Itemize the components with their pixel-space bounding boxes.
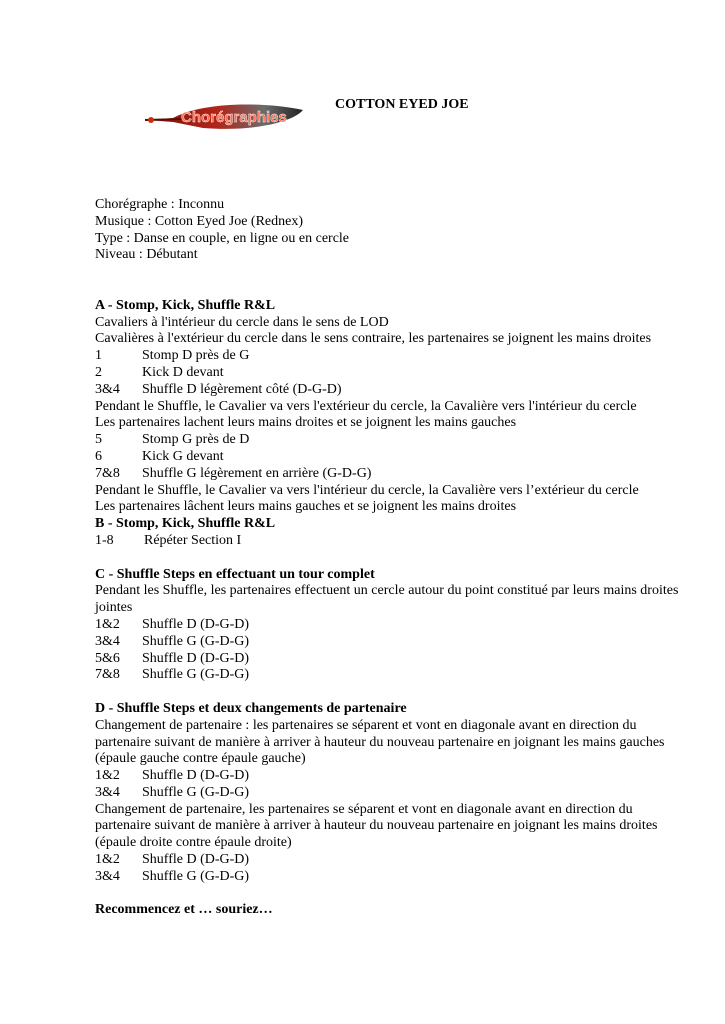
step-text: Shuffle G (G-D-G) — [142, 667, 250, 683]
section-a-line: Cavaliers à l'intérieur du cercle dans le sens de LOD — [95, 314, 389, 330]
step-text: Répéter Section I — [144, 532, 242, 548]
step-count: 1-8 — [95, 532, 114, 548]
section-c-heading: C - Shuffle Steps en effectuant un tour complet — [95, 566, 375, 582]
step-text: Shuffle D (D-G-D) — [142, 768, 250, 784]
section-a-line: Cavalières à l'extérieur du cercle dans le sens contraire, les partenaires se joignent les mains droites — [95, 331, 652, 347]
step-text: Stomp D près de G — [142, 348, 250, 364]
step-row — [95, 449, 685, 466]
section-a-note: Les partenaires lachent leurs mains droites et se joignent les mains gauches — [95, 415, 517, 431]
step-count: 1&2 — [95, 768, 120, 784]
step-row — [95, 617, 685, 634]
step-row — [95, 852, 685, 869]
section-a-note: Pendant le Shuffle, le Cavalier va vers l'extérieur du cercle, la Cavalière vers l'intérieur du cercle — [95, 398, 637, 414]
info-choreographer: Chorégraphe : Inconnu — [95, 197, 225, 212]
step-row — [95, 634, 685, 651]
step-count: 2 — [95, 364, 102, 380]
step-count: 1&2 — [95, 852, 120, 868]
step-count: 5&6 — [95, 650, 120, 666]
feather-icon — [143, 98, 308, 134]
step-row — [95, 365, 685, 382]
step-text: Shuffle G légèrement en arrière (G-D-G) — [142, 465, 372, 481]
step-text: Stomp G près de D — [142, 432, 250, 448]
step-row — [95, 382, 685, 399]
section-a-note: Les partenaires lâchent leurs mains gauches et se joignent les mains droites — [95, 499, 517, 515]
step-text: Shuffle G (G-D-G) — [142, 784, 250, 800]
step-text: Shuffle G (G-D-G) — [142, 868, 250, 884]
step-text: Shuffle D légèrement côté (D-G-D) — [142, 381, 342, 397]
section-d-paragraph: Changement de partenaire : les partenaires se séparent et vont en diagonale avant en direction du partenaire suivant de manière à arriver à hauteur du nouveau partenaire en joignant les mains gauches (épaule gauche contre épaule gauche) — [95, 717, 665, 767]
step-text: Shuffle G (G-D-G) — [142, 633, 250, 649]
step-row — [95, 651, 685, 668]
step-count: 7&8 — [95, 667, 120, 683]
info-type: Type : Danse en couple, en ligne ou en cercle — [95, 230, 350, 246]
step-text: Shuffle D (D-G-D) — [142, 852, 250, 868]
section-d-heading: D - Shuffle Steps et deux changements de partenaire — [95, 700, 407, 716]
step-row — [95, 667, 685, 684]
step-count: 1 — [95, 348, 102, 364]
info-music: Musique : Cotton Eyed Joe (Rednex) — [95, 213, 304, 229]
logo-text: Chorégraphies — [181, 109, 287, 126]
step-row — [95, 869, 685, 886]
document-body — [95, 197, 685, 919]
step-row — [95, 466, 685, 483]
step-row — [95, 533, 685, 550]
choregraphies-logo — [143, 98, 308, 134]
step-count: 6 — [95, 448, 102, 464]
section-a-note: Pendant le Shuffle, le Cavalier va vers l'intérieur du cercle, la Cavalière vers l’extérieur du cercle — [95, 482, 639, 498]
step-count: 5 — [95, 432, 102, 448]
section-d-paragraph: Changement de partenaire, les partenaires se séparent et vont en diagonale avant en direction du partenaire suivant de manière à arriver à hauteur du nouveau partenaire en joignant les mains droites (épaule droite contre épaule droite) — [95, 801, 658, 851]
step-text: Kick D devant — [142, 364, 224, 380]
step-row — [95, 432, 685, 449]
step-count: 1&2 — [95, 616, 120, 632]
step-row — [95, 785, 685, 802]
section-a-heading: A - Stomp, Kick, Shuffle R&L — [95, 297, 276, 313]
page-title: COTTON EYED JOE — [335, 97, 469, 112]
section-c-intro: Pendant les Shuffle, les partenaires effectuent un cercle autour du point constitué par leurs mains droites jointes — [95, 583, 679, 616]
step-count: 7&8 — [95, 465, 120, 481]
step-text: Shuffle D (D-G-D) — [142, 650, 250, 666]
closing-line: Recommencez et … souriez… — [95, 902, 273, 918]
step-count: 3&4 — [95, 868, 120, 884]
step-count: 3&4 — [95, 784, 120, 800]
step-row — [95, 768, 685, 785]
step-count: 3&4 — [95, 633, 120, 649]
info-level: Niveau : Débutant — [95, 247, 198, 263]
section-b-heading: B - Stomp, Kick, Shuffle R&L — [95, 516, 276, 532]
step-count: 3&4 — [95, 381, 120, 397]
step-text: Shuffle D (D-G-D) — [142, 616, 250, 632]
step-text: Kick G devant — [142, 448, 224, 464]
step-row — [95, 348, 685, 365]
